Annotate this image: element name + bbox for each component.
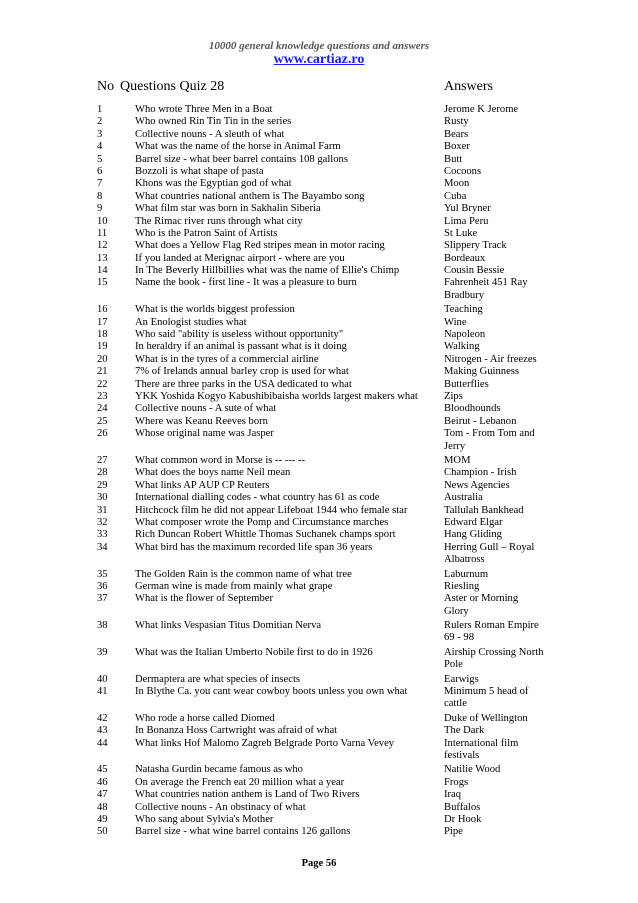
question-number: 39 bbox=[97, 646, 108, 658]
question-number: 26 bbox=[97, 428, 108, 440]
question-number: 46 bbox=[97, 776, 108, 788]
question-row bbox=[0, 569, 638, 581]
question-text: On average the French eat 20 million what a year bbox=[135, 776, 345, 788]
question-text: What countries nation anthem is Land of Two Rivers bbox=[135, 789, 360, 801]
question-text: There are three parks in the USA dedicated to what bbox=[135, 378, 352, 390]
question-number: 22 bbox=[97, 378, 108, 390]
answer-text: Bears bbox=[444, 128, 469, 140]
question-text: German wine is made from mainly what grape bbox=[135, 580, 333, 592]
question-number: 19 bbox=[97, 341, 108, 353]
question-text: Collective nouns - A sleuth of what bbox=[135, 128, 285, 140]
answer-text: Slippery Track bbox=[444, 240, 507, 252]
question-text: In Bonanza Hoss Cartwright was afraid of what bbox=[135, 725, 338, 737]
answer-text: Tallulah Bankhead bbox=[444, 504, 524, 516]
question-text: What links Vespasian Titus Domitian Nerva bbox=[135, 620, 322, 632]
question-number: 3 bbox=[97, 128, 103, 140]
question-row bbox=[0, 228, 638, 240]
question-text: What links AP AUP CP Reuters bbox=[135, 479, 270, 491]
question-number: 16 bbox=[97, 304, 108, 316]
answer-text: Bloodhounds bbox=[444, 403, 501, 415]
question-text: 7% of Irelands annual barley crop is used for what bbox=[135, 366, 349, 378]
answer-text: The Dark bbox=[444, 725, 485, 737]
question-number: 50 bbox=[97, 826, 108, 838]
question-row bbox=[0, 802, 638, 814]
question-text: What was the name of the horse in Animal Farm bbox=[135, 141, 341, 153]
question-number: 27 bbox=[97, 454, 108, 466]
answer-text: MOM bbox=[444, 454, 471, 466]
question-text: Name the book - first line - It was a pleasure to burn bbox=[135, 277, 357, 289]
question-text: Collective nouns - A sute of what bbox=[135, 403, 277, 415]
question-text: What links Hof Malomo Zagreb Belgrade Porto Varna Vevey bbox=[135, 737, 395, 749]
answer-text: International film festivals bbox=[444, 737, 519, 762]
question-number: 14 bbox=[97, 265, 108, 277]
question-text: Who wrote Three Men in a Boat bbox=[135, 104, 273, 115]
question-text: The Golden Rain is the common name of what tree bbox=[135, 568, 352, 580]
question-text: Khons was the Egyptian god of what bbox=[135, 178, 292, 190]
question-number: 6 bbox=[97, 165, 103, 177]
question-number: 17 bbox=[97, 316, 108, 328]
answer-text: Wine bbox=[444, 316, 467, 328]
page-number: Page 56 bbox=[301, 858, 337, 869]
answer-text: Airship Crossing North Pole bbox=[444, 646, 544, 671]
question-row bbox=[0, 178, 638, 190]
answer-text: Pipe bbox=[444, 826, 463, 838]
question-text: International dialling codes - what country has 61 as code bbox=[135, 492, 380, 504]
question-row bbox=[0, 317, 638, 329]
question-row bbox=[0, 814, 638, 826]
question-row bbox=[0, 738, 638, 763]
answer-text: Rulers Roman Empire 69 - 98 bbox=[444, 620, 539, 644]
website-link[interactable]: www.cartiaz.ro bbox=[273, 52, 365, 67]
question-text: Barrel size - what wine barrel contains 126 gallons bbox=[135, 826, 351, 838]
question-number: 1 bbox=[97, 104, 103, 115]
question-row bbox=[0, 129, 638, 141]
question-text: What is the worlds biggest profession bbox=[135, 304, 295, 316]
question-row bbox=[0, 203, 638, 215]
answer-text: Iraq bbox=[444, 789, 462, 801]
question-number: 32 bbox=[97, 516, 108, 528]
question-number: 12 bbox=[97, 240, 108, 252]
answer-text: Riesling bbox=[444, 580, 480, 592]
answer-text: Beirut - Lebanon bbox=[444, 415, 517, 427]
answer-text: Bordeaux bbox=[444, 252, 486, 264]
question-number: 42 bbox=[97, 712, 108, 724]
question-row bbox=[0, 403, 638, 415]
question-row bbox=[0, 542, 638, 567]
answer-text: Moon bbox=[444, 178, 470, 190]
answer-text: Natilie Wood bbox=[444, 764, 501, 776]
answer-text: Tom - From Tom and Jerry bbox=[444, 428, 535, 452]
question-row bbox=[0, 154, 638, 166]
question-number: 35 bbox=[97, 568, 108, 580]
question-row bbox=[0, 304, 638, 316]
question-number: 30 bbox=[97, 492, 108, 504]
answer-text: Cousin Bessie bbox=[444, 265, 505, 277]
question-number: 10 bbox=[97, 215, 108, 227]
answer-text: Earwigs bbox=[444, 673, 479, 685]
question-number: 40 bbox=[97, 673, 108, 685]
question-row bbox=[0, 391, 638, 403]
question-number: 9 bbox=[97, 203, 103, 215]
question-text: In Blythe Ca. you cant wear cowboy boots unless you own what bbox=[135, 686, 408, 698]
question-row bbox=[0, 492, 638, 504]
answer-text: Yul Bryner bbox=[444, 203, 491, 215]
question-row bbox=[0, 593, 638, 618]
answer-text: Teaching bbox=[444, 304, 483, 316]
answer-text: Minimum 5 head of cattle bbox=[444, 686, 529, 710]
question-row bbox=[0, 505, 638, 517]
column-header-questions: Questions Quiz 28 bbox=[120, 79, 225, 94]
question-number: 33 bbox=[97, 529, 108, 541]
question-number: 28 bbox=[97, 467, 108, 479]
answer-text: Cocoons bbox=[444, 165, 482, 177]
question-text: YKK Yoshida Kogyo Kabushibibaisha worlds largest makers what bbox=[135, 391, 418, 402]
question-row bbox=[0, 104, 638, 116]
question-row bbox=[0, 116, 638, 128]
question-text: Who rode a horse called Diomed bbox=[135, 712, 275, 724]
question-number: 49 bbox=[97, 814, 108, 825]
question-row bbox=[0, 647, 638, 672]
question-number: 48 bbox=[97, 801, 108, 813]
question-number: 38 bbox=[97, 620, 108, 632]
document-subtitle: 10000 general knowledge questions and answers bbox=[208, 40, 430, 52]
answer-text: Dr Hook bbox=[444, 814, 482, 825]
answer-text: Lima Peru bbox=[444, 215, 489, 227]
question-number: 8 bbox=[97, 190, 103, 202]
answer-text: Australia bbox=[444, 492, 483, 504]
answer-text: News Agencies bbox=[444, 479, 510, 491]
question-text: In heraldry if an animal is passant what is it doing bbox=[135, 341, 347, 353]
question-row bbox=[0, 265, 638, 277]
question-row bbox=[0, 789, 638, 801]
column-header-answers: Answers bbox=[444, 79, 493, 94]
question-row bbox=[0, 480, 638, 492]
question-list bbox=[0, 104, 638, 839]
question-text: Bozzoli is what shape of pasta bbox=[135, 165, 264, 177]
question-row bbox=[0, 467, 638, 479]
question-row bbox=[0, 166, 638, 178]
question-text: What does the boys name Neil mean bbox=[135, 467, 291, 479]
answer-text: Frogs bbox=[444, 776, 469, 788]
answer-text: Nitrogen - Air freezes bbox=[444, 353, 537, 365]
question-text: Rich Duncan Robert Whittle Thomas Suchanek champs sport bbox=[135, 529, 396, 541]
question-text: The Rimac river runs through what city bbox=[135, 215, 303, 227]
answer-text: Duke of Wellington bbox=[444, 712, 528, 724]
answer-text: Herring Gull – Royal Albatross bbox=[444, 541, 535, 566]
question-number: 2 bbox=[97, 116, 103, 128]
question-number: 4 bbox=[97, 141, 103, 153]
answer-text: Rusty bbox=[444, 116, 469, 128]
question-text: Who said "ability is useless without opportunity" bbox=[135, 329, 344, 341]
answer-text: Zips bbox=[444, 391, 463, 402]
question-row bbox=[0, 141, 638, 153]
question-number: 5 bbox=[97, 153, 103, 165]
question-number: 18 bbox=[97, 329, 108, 341]
question-text: Dermaptera are what species of insects bbox=[135, 673, 301, 685]
question-text: What was the Italian Umberto Nobile first to do in 1926 bbox=[135, 646, 373, 658]
answer-text: Aster or Morning Glory bbox=[444, 593, 519, 617]
answer-text: Napoleon bbox=[444, 329, 486, 341]
question-row bbox=[0, 764, 638, 776]
question-number: 23 bbox=[97, 391, 108, 402]
question-text: Barrel size - what beer barrel contains 108 gallons bbox=[135, 153, 348, 165]
question-text: What is the flower of September bbox=[135, 593, 273, 605]
question-row bbox=[0, 379, 638, 391]
question-row bbox=[0, 341, 638, 353]
question-text: Who is the Patron Saint of Artists bbox=[135, 227, 278, 239]
answer-text: Laburnum bbox=[444, 568, 489, 580]
question-row bbox=[0, 416, 638, 428]
question-row bbox=[0, 529, 638, 541]
answer-text: Edward Elgar bbox=[444, 516, 503, 528]
question-text: Collective nouns - An obstinacy of what bbox=[135, 801, 306, 813]
question-number: 29 bbox=[97, 479, 108, 491]
question-row bbox=[0, 725, 638, 737]
question-text: What bird has the maximum recorded life span 36 years bbox=[135, 541, 373, 553]
question-number: 36 bbox=[97, 580, 108, 592]
question-row bbox=[0, 686, 638, 711]
question-number: 31 bbox=[97, 504, 108, 516]
question-number: 13 bbox=[97, 252, 108, 264]
question-text: In The Beverly Hillbillies what was the name of Ellie's Chimp bbox=[135, 265, 400, 277]
column-header-no: No bbox=[97, 79, 115, 94]
question-text: What film star was born in Sakhalin Siberia bbox=[135, 203, 321, 215]
question-row bbox=[0, 354, 638, 366]
question-row bbox=[0, 240, 638, 252]
question-text: Natasha Gurdin became famous as who bbox=[135, 764, 303, 776]
answer-text: Hang Gliding bbox=[444, 529, 502, 541]
answer-text: Butterflies bbox=[444, 378, 489, 390]
question-text: An Enologist studies what bbox=[135, 316, 247, 328]
question-number: 34 bbox=[97, 541, 108, 553]
question-number: 20 bbox=[97, 353, 108, 365]
question-number: 24 bbox=[97, 403, 108, 415]
question-row bbox=[0, 366, 638, 378]
question-row bbox=[0, 674, 638, 686]
answer-text: Making Guinness bbox=[444, 366, 520, 378]
question-number: 15 bbox=[97, 277, 108, 289]
answer-text: Boxer bbox=[444, 141, 470, 153]
question-number: 37 bbox=[97, 593, 108, 605]
question-row bbox=[0, 428, 638, 453]
question-row bbox=[0, 581, 638, 593]
question-text: Hitchcock film he did not appear Lifeboat 1944 who female star bbox=[135, 504, 408, 516]
question-row bbox=[0, 191, 638, 203]
question-row bbox=[0, 253, 638, 265]
question-text: Who sang about Sylvia's Mother bbox=[135, 814, 274, 825]
question-number: 44 bbox=[97, 737, 108, 749]
question-number: 43 bbox=[97, 725, 108, 737]
answer-text: Butt bbox=[444, 153, 463, 165]
question-text: Who owned Rin Tin Tin in the series bbox=[135, 116, 292, 128]
answer-text: Walking bbox=[444, 341, 480, 353]
question-number: 45 bbox=[97, 764, 108, 776]
answer-text: St Luke bbox=[444, 227, 478, 239]
question-row bbox=[0, 216, 638, 228]
question-number: 7 bbox=[97, 178, 103, 190]
question-text: What countries national anthem is The Bayambo song bbox=[135, 190, 365, 202]
question-number: 21 bbox=[97, 366, 108, 378]
question-text: Where was Keanu Reeves born bbox=[135, 415, 268, 427]
question-row bbox=[0, 517, 638, 529]
answer-text: Buffalos bbox=[444, 801, 481, 813]
answer-text: Cuba bbox=[444, 190, 467, 202]
question-text: If you landed at Merignac airport - where are you bbox=[135, 252, 345, 264]
question-row bbox=[0, 777, 638, 789]
question-number: 47 bbox=[97, 789, 108, 801]
question-row bbox=[0, 329, 638, 341]
question-text: What composer wrote the Pomp and Circumstance marches bbox=[135, 516, 389, 528]
answer-text: Jerome K Jerome bbox=[444, 104, 519, 115]
question-number: 41 bbox=[97, 686, 108, 698]
question-text: What does a Yellow Flag Red stripes mean in motor racing bbox=[135, 240, 385, 252]
answer-text: Fahrenheit 451 Ray Bradbury bbox=[444, 277, 528, 301]
question-row bbox=[0, 713, 638, 725]
question-row bbox=[0, 455, 638, 467]
question-text: What common word in Morse is -- --- -- bbox=[135, 454, 306, 466]
answer-text: Champion - Irish bbox=[444, 467, 517, 479]
question-row bbox=[0, 620, 638, 645]
question-row bbox=[0, 826, 638, 838]
question-row bbox=[0, 277, 638, 302]
question-number: 25 bbox=[97, 415, 108, 427]
question-number: 11 bbox=[97, 227, 108, 239]
question-text: What is in the tyres of a commercial airline bbox=[135, 353, 319, 365]
question-text: Whose original name was Jasper bbox=[135, 428, 274, 440]
